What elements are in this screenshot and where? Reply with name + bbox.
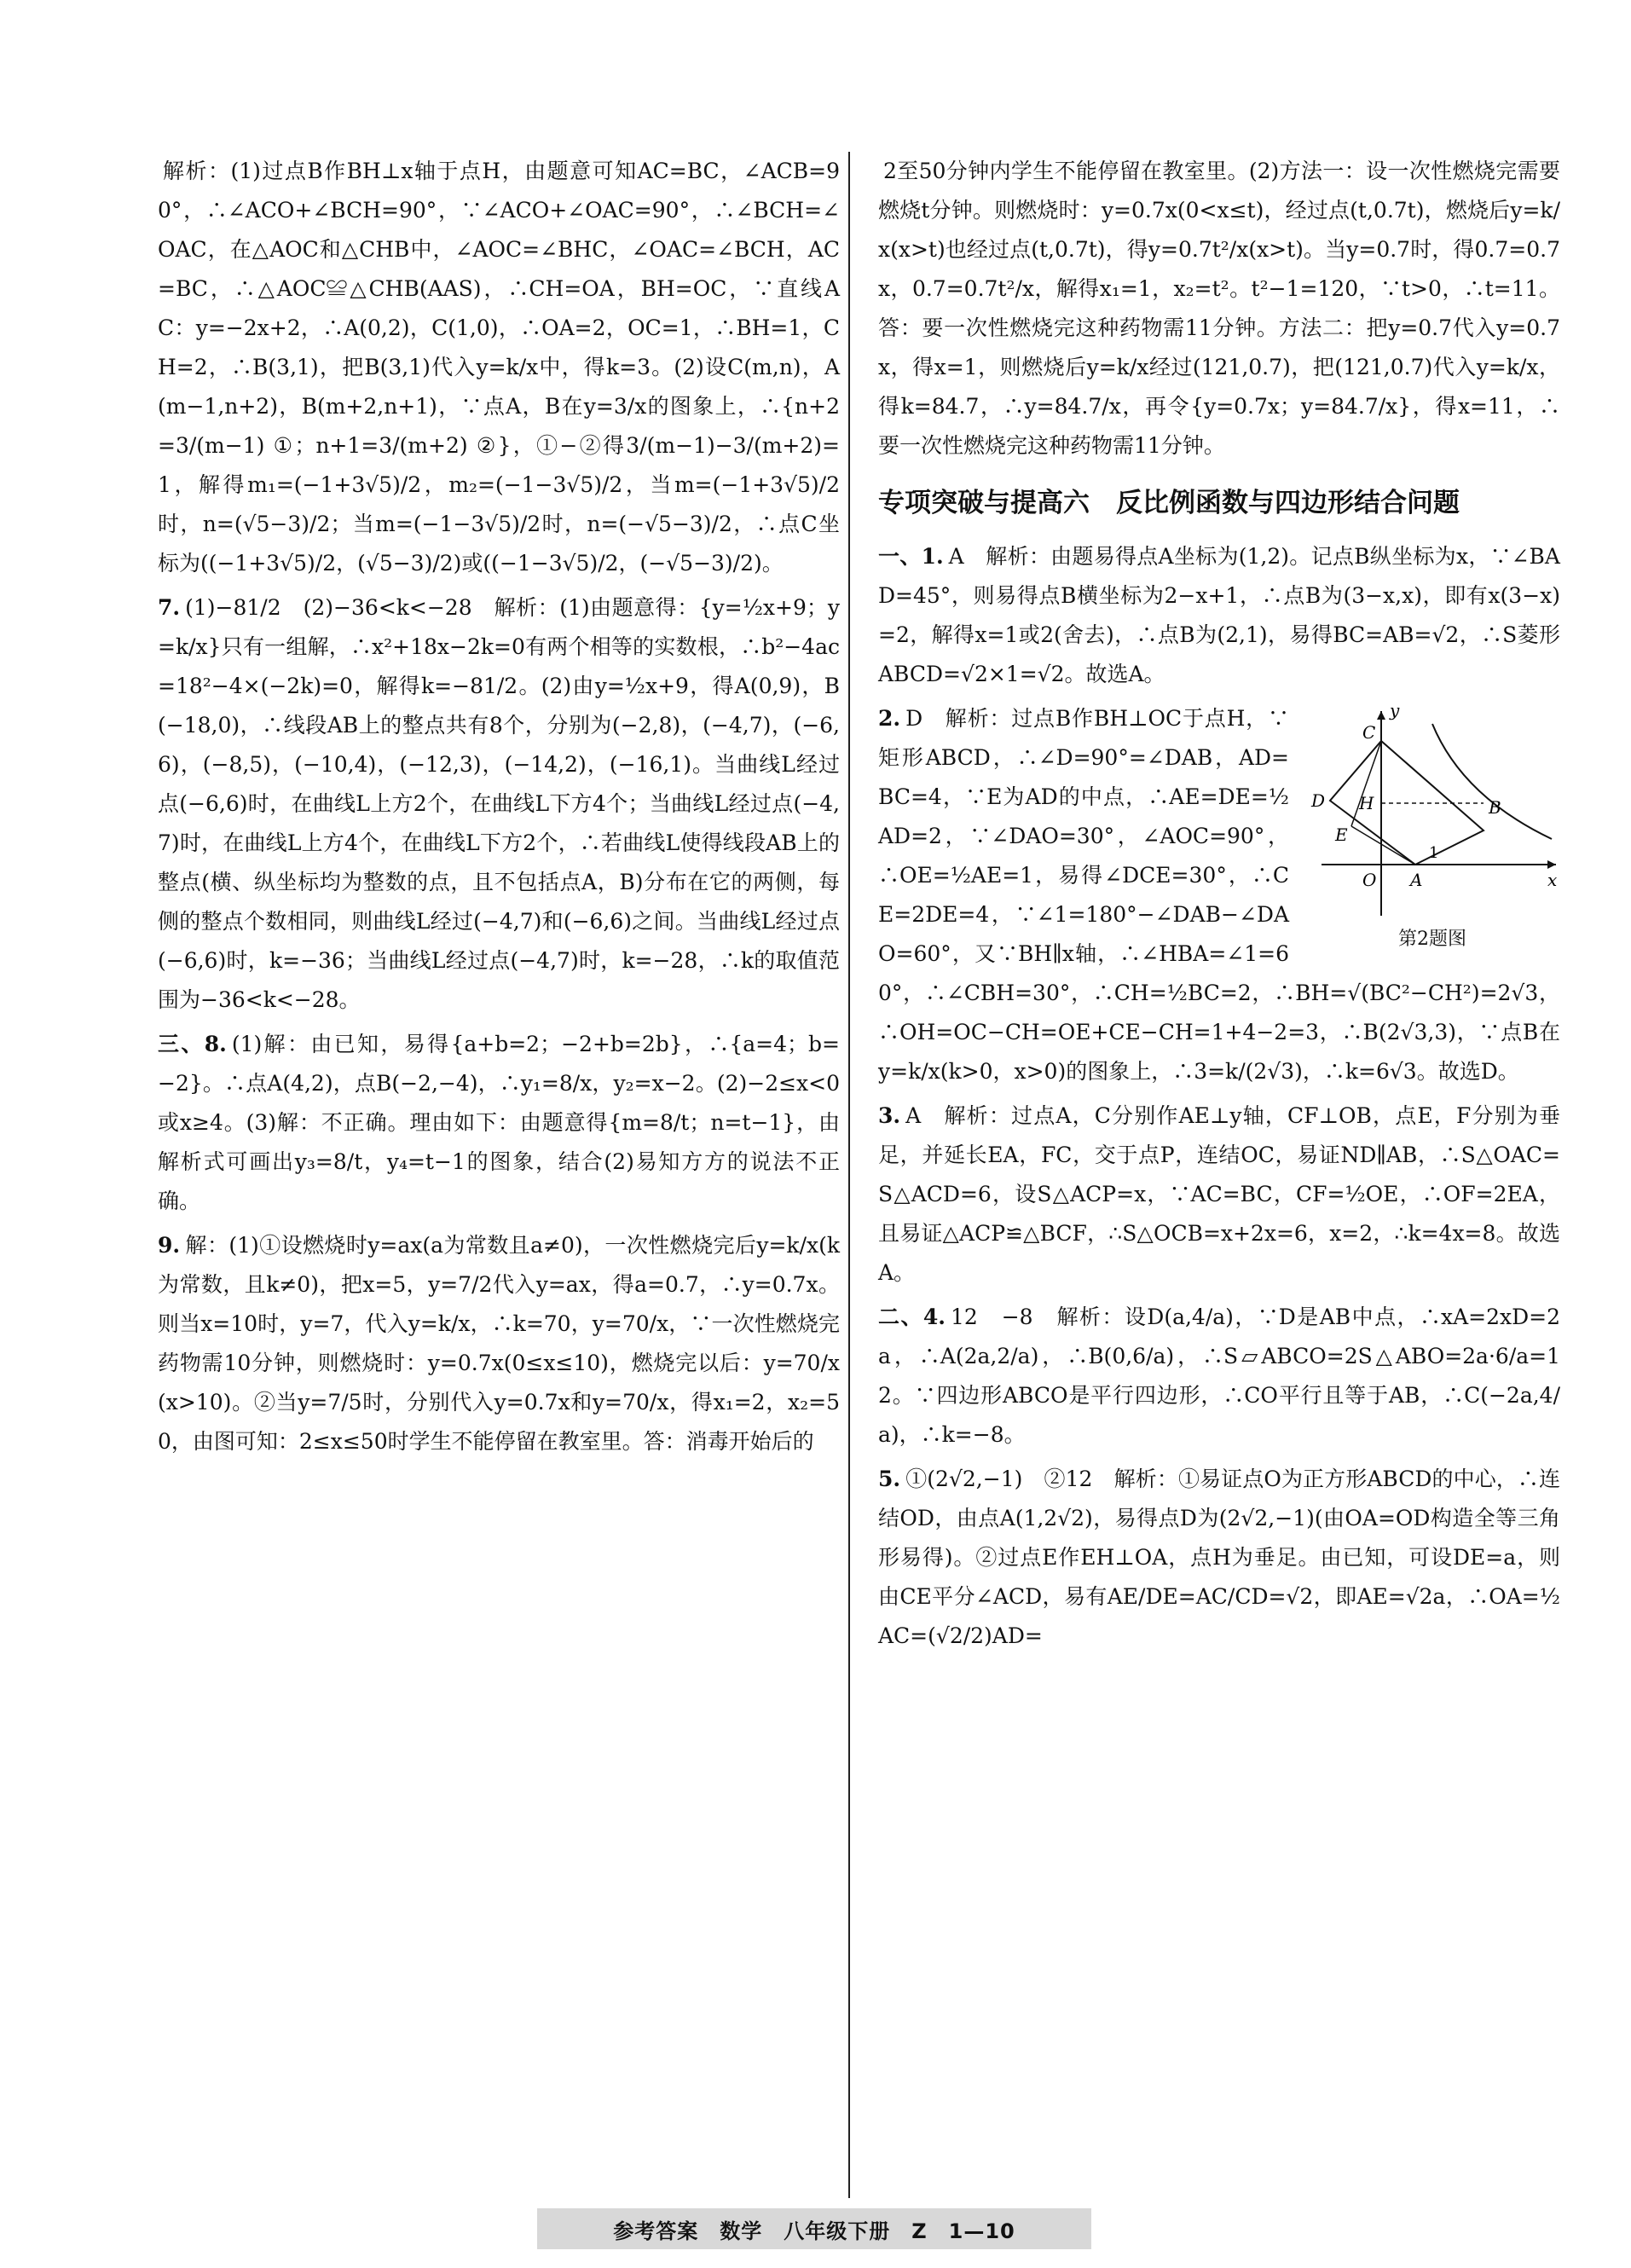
label-a: A	[1410, 870, 1423, 890]
item-text: (1)−81/2 (2)−36<k<−28 解析：(1)由题意得：{y=½x+9；y=k/x}只有一组解，∴x²+18x−2k=0有两个相等的实数根，∴b²−4ac=18²−4×(−2k)=0，解得k=−81/2。(2)由y=½x+9，得A(0,9)，B(−18,0)，∴线段AB上的整点共有8个，分别为(−2,8)，(−4,7)，(−6,6)，(−8,5)，(−10,4)，(−12,3)，(−14,2)，(−16,1)。当曲线L经过点(−6,6)时，在曲线L上方2个，在曲线L下方4个；当曲线L经过点(−4,7)时，在曲线L上方4个，在曲线L下方2个，∴若曲线L使得线段AB上的整点(横、纵坐标均为整数的点，且不包括点A，B)分布在它的两侧，每侧的整点个数相同，则曲线L经过(−4,7)和(−6,6)之间。当曲线L经过点(−6,6)时，k=−36；当曲线L经过点(−4,7)时，k=−28，∴k的取值范围为−36<k<−28。	[158, 595, 840, 1012]
segment-ce	[1351, 741, 1381, 826]
item-text: 12 −8 解析：设D(a,4/a)，∵D是AB中点，∴xA=2xD=2a，∴A(2a,2/a)，∴B(0,6/a)，∴S▱ABCO=2S△ABO=2a·6/a=12。∵四边形ABCO是平行四边形，∴CO平行且等于AB，∴C(−2a,4/a)，∴k=−8。	[878, 1305, 1560, 1447]
column-divider	[848, 152, 850, 2198]
item-number: 5.	[878, 1467, 901, 1491]
item-text: 2至50分钟内学生不能停留在教室里。(2)方法一：设一次性燃烧完需要燃烧t分钟。则燃烧时：y=0.7x(0<x≤t)，经过点(t,0.7t)，燃烧后y=k/x(x>t)也经过点(t,0.7t)，得y=0.7t²/x(x>t)。当y=0.7时，得0.7=0.7x，0.7=0.7t²/x，解得x₁=1，x₂=t²。t²−1=120，∵t>0，∴t=11。答：要一次性燃烧完这种药物需11分钟。方法二：把y=0.7代入y=0.7x，得x=1，则燃烧后y=k/x经过(121,0.7)，把(121,0.7)代入y=k/x，得k=84.7，∴y=84.7/x，再令{y=0.7x；y=84.7/x}，得x=11，∴要一次性燃烧完这种药物需11分钟。	[878, 159, 1560, 458]
item-number: 二、4.	[878, 1305, 946, 1329]
item-number: 2.	[878, 706, 901, 731]
answer-4	[878, 1298, 1560, 1455]
item-number: 3.	[878, 1103, 901, 1128]
y-axis-arrow	[1377, 711, 1385, 720]
item-text: D 解析：过点B作BH⊥OC于点H，∵矩形ABCD，∴∠D=90°=∠DAB，AD=BC=4，∵E为AD的中点，∴AE=DE=½AD=2，∵∠DAO=30°，∠AOC=90°，∴OE=½AE=1，易得∠DCE=30°，∴CE=2DE=4，∵∠1=180°−∠DAB−∠DAO=60°，又∵BH∥x轴，∴∠HBA=∠1=60°，∴∠CBH=30°，∴CH=½BC=2，∴BH=√(BC²−CH²)=2√3，∴OH=OC−CH=OE+CE−CH=1+4−2=3，∴B(2√3,3)，∵点B在y=k/x(k>0，x>0)的图象上，∴3=k/(2√3)，∴k=6√3。故选D。	[878, 706, 1560, 1084]
figure-caption: 第2题图	[1398, 929, 1466, 950]
answer-6-continued	[158, 152, 840, 583]
answer-9-continued	[878, 152, 1560, 466]
item-number: 9.	[158, 1233, 181, 1258]
label-e: E	[1335, 824, 1348, 845]
answer-8	[158, 1025, 840, 1221]
left-column	[158, 152, 840, 1467]
figure-2-diagram	[1304, 703, 1560, 924]
footer-text: 参考答案 数学 八年级下册 Z 1—10	[613, 2219, 1015, 2243]
item-text: A 解析：过点A，C分别作AE⊥y轴，CF⊥OB，点E，F分别为垂足，并延长EA，FC，交于点P，连结OC，易证ND∥AB，∴S△OAC=S△ACD=6，设S△ACP=x，∵AC=BC，CF=½OE，∴OF=2EA，且易证△ACP≌△BCF，∴S△OCB=x+2x=6，x=2，∴k=4x=8。故选A。	[878, 1103, 1560, 1285]
item-text: 解析：(1)过点B作BH⊥x轴于点H，由题意可知AC=BC，∠ACB=90°，∴∠ACO+∠BCH=90°，∵∠ACO+∠OAC=90°，∴∠BCH=∠OAC，在△AOC和△CHB中，∠AOC=∠BHC，∠OAC=∠BCH，AC=BC，∴△AOC≌△CHB(AAS)，∴CH=OA，BH=OC，∵直线AC：y=−2x+2，∴A(0,2)，C(1,0)，∴OA=2，OC=1，∴BH=1，CH=2，∴B(3,1)，把B(3,1)代入y=k/x中，得k=3。(2)设C(m,n)，A(m−1,n+2)，B(m+2,n+1)，∵点A，B在y=3/x的图象上，∴{n+2=3/(m−1) ①；n+1=3/(m+2) ②}，①−②得3/(m−1)−3/(m+2)=1，解得m₁=(−1+3√5)/2，m₂=(−1−3√5)/2，当m=(−1+3√5)/2时，n=(√5−3)/2；当m=(−1−3√5)/2时，n=(−√5−3)/2，∴点C坐标为((−1+3√5)/2，(√5−3)/2)或((−1−3√5)/2，(−√5−3)/2)。	[158, 159, 840, 576]
label-d: D	[1311, 790, 1326, 811]
item-text: 解：(1)①设燃烧时y=ax(a为常数且a≠0)，一次性燃烧完后y=k/x(k为常数，且k≠0)，把x=5，y=7/2代入y=ax，得a=0.7，∴y=0.7x。则当x=10时，y=7，代入y=k/x，∴k=70，y=70/x，∵一次性燃烧完药物需10分钟，则燃烧时：y=0.7x(0≤x≤10)，燃烧完以后：y=70/x(x>10)。②当y=7/5时，分别代入y=0.7x和y=70/x，得x₁=2，x₂=50，由图可知：2≤x≤50时学生不能停留在教室里。答：消毒开始后的	[158, 1233, 840, 1454]
answer-3	[878, 1096, 1560, 1293]
answer-9	[158, 1226, 840, 1461]
label-angle-1: 1	[1429, 844, 1439, 862]
item-number: 一、1.	[878, 544, 944, 569]
label-x: x	[1547, 870, 1558, 890]
item-number: 三、8.	[158, 1032, 227, 1056]
label-y: y	[1390, 703, 1400, 720]
label-h: H	[1359, 793, 1374, 813]
answer-1	[878, 537, 1560, 694]
item-number: 7.	[158, 595, 181, 620]
item-text: (1)解：由已知，易得{a+b=2；−2+b=2b}，∴{a=4；b=−2}。∴点A(4,2)，点B(−2,−4)，∴y₁=8/x，y₂=x−2。(2)−2≤x<0或x≥4。(3)解：不正确。理由如下：由题意得{m=8/t；n=t−1}，由解析式可画出y₃=8/t，y₄=t−1的图象，结合(2)易知方方的说法不正确。	[158, 1032, 840, 1213]
label-c: C	[1362, 722, 1376, 743]
answer-7	[158, 588, 840, 1020]
item-text: ①(2√2,−1) ②12 解析：①易证点O为正方形ABCD的中心，∴连结OD，由点A(1,2√2)，易得点D为(2√2,−1)(由OA=OD构造全等三角形易得)。②过点E作EH⊥OA，点H为垂足。由已知，可设DE=a，则由CE平分∠ACD，易有AE/DE=AC/CD=√2，即AE=√2a，∴OA=½AC=(√2/2)AD=	[878, 1467, 1560, 1648]
segment-ea	[1351, 826, 1415, 865]
figure-2	[1304, 703, 1560, 951]
section-title: 专项突破与提高六 反比例函数与四边形结合问题	[878, 488, 1460, 518]
page-footer	[537, 2208, 1091, 2249]
label-o: O	[1362, 870, 1377, 890]
answer-5	[878, 1460, 1560, 1656]
item-text: A 解析：由题易得点A坐标为(1,2)。记点B纵坐标为x，∵∠BAD=45°，则易得点B横坐标为2−x+1，∴点B为(3−x,x)，即有x(3−x)=2，解得x=1或2(舍去)，∴点B为(2,1)，易得BC=AB=√2，∴S菱形ABCD=√2×1=√2。故选A。	[878, 544, 1560, 686]
right-column	[878, 152, 1560, 1661]
label-b: B	[1489, 797, 1501, 818]
hyperbola-curve	[1432, 724, 1552, 839]
x-axis-arrow	[1547, 860, 1556, 869]
